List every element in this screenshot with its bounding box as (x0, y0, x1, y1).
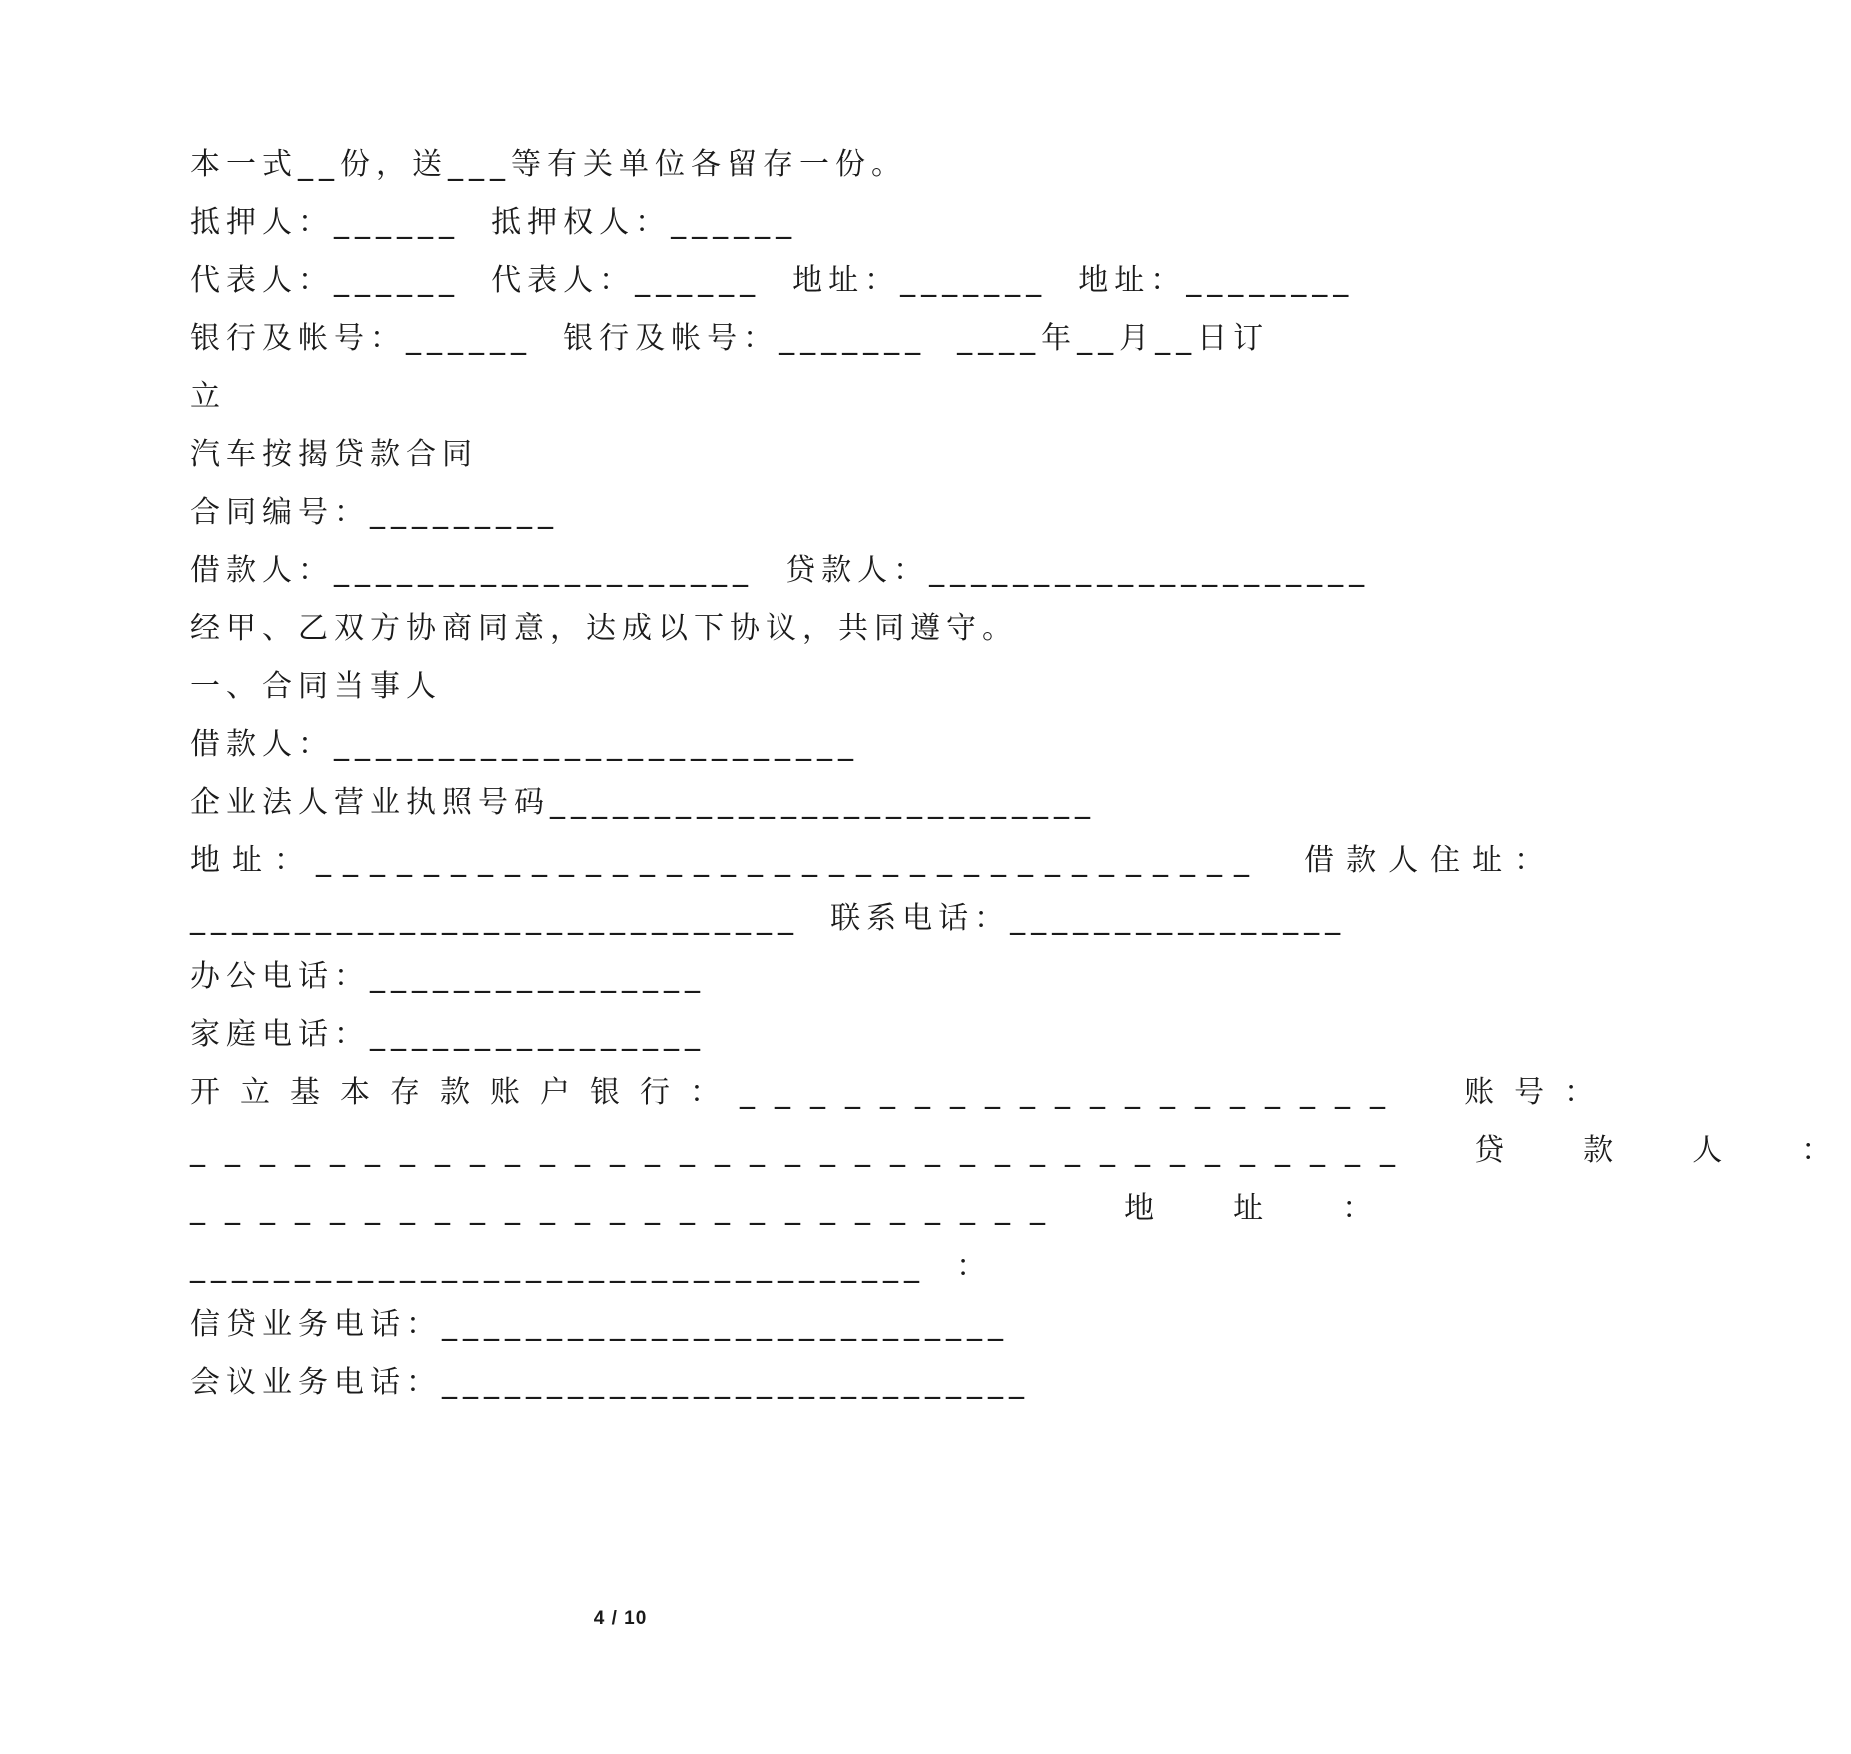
page-number: 4 / 10 (593, 1608, 648, 1629)
text-line-home-phone: 家庭电话：________________ (190, 1017, 706, 1052)
text-line-license-number: 企业法人营业执照号码__________________________ (190, 785, 1096, 820)
text-line-phone: _____________________________ 联系电话：________________ (190, 901, 1347, 936)
text-line-bank-accounts: 银行及帐号：______ 银行及帐号：_______ ____年__月__日订 (190, 321, 1270, 356)
text-line-lender: ___________________________________ 贷 款 人 ： (190, 1133, 1851, 1168)
text-line-signed: 立 (190, 379, 226, 414)
text-line-mortgagor: 抵押人：______ 抵押权人：______ (190, 205, 798, 240)
text-line-credit-phone: 信贷业务电话：___________________________ (190, 1307, 1009, 1342)
text-line-bank: 开立基本存款账户银行：___________________ 账号： (190, 1075, 1615, 1110)
text-line-lender-address: _________________________ 地 址 ： (190, 1191, 1393, 1226)
text-line-contract-number: 合同编号：_________ (190, 495, 559, 530)
text-line-copies: 本一式__份，送___等有关单位各留存一份。 (190, 147, 907, 182)
section-heading-parties: 一、合同当事人 (190, 669, 442, 704)
text-line-meeting-phone: 会议业务电话：____________________________ (190, 1365, 1030, 1400)
text-line-agreement: 经甲、乙双方协商同意，达成以下协议，共同遵守。 (190, 611, 1018, 646)
text-line-address: 地址：___________________________________ 借款人住址： (190, 843, 1557, 878)
text-line-blank: ___________________________________ ： (190, 1249, 993, 1284)
text-line-office-phone: 办公电话：________________ (190, 959, 706, 994)
text-line-parties: 借款人：____________________ 贷款人：_____________________ (190, 553, 1371, 588)
text-line-borrower: 借款人：_________________________ (190, 727, 859, 762)
text-line-representatives: 代表人：______ 代表人：______ 地址：_______ 地址：________ (190, 263, 1355, 298)
contract-title: 汽车按揭贷款合同 (190, 437, 478, 472)
